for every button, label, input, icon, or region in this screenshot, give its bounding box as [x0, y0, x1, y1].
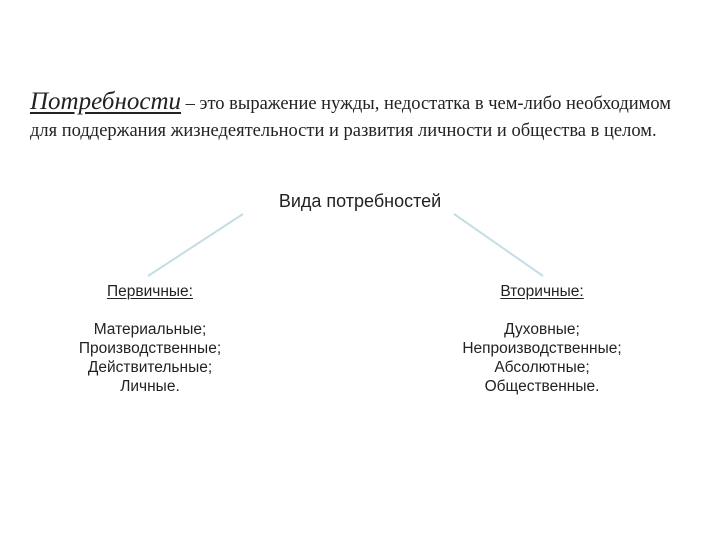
branch-secondary-item: Непроизводственные; [462, 340, 622, 357]
branch-primary-item: Материальные; [93, 321, 207, 338]
branch-primary-item: Действительные; [87, 359, 213, 376]
branch-secondary-heading: Вторичные: [500, 283, 584, 300]
branch-secondary-item: Общественные. [484, 378, 600, 395]
branch-secondary-item: Духовные; [504, 321, 580, 338]
branch-primary-item: Производственные; [78, 340, 222, 357]
connector-right [454, 214, 543, 276]
branch-secondary [442, 283, 642, 396]
branch-primary-item: Личные. [120, 378, 180, 395]
branch-primary [50, 283, 250, 396]
connector-left [148, 214, 243, 276]
branch-primary-heading: Первичные: [107, 283, 193, 300]
definition-term: Потребности [30, 88, 182, 115]
branch-secondary-item: Абсолютные; [494, 359, 590, 376]
definition-text: – это выражение нужды, недостатка в чем-либо необходимом для поддержания жизнедеятельности и развития личности и общества в целом. [30, 94, 671, 141]
diagram-root-label: Вида потребностей [278, 191, 442, 211]
